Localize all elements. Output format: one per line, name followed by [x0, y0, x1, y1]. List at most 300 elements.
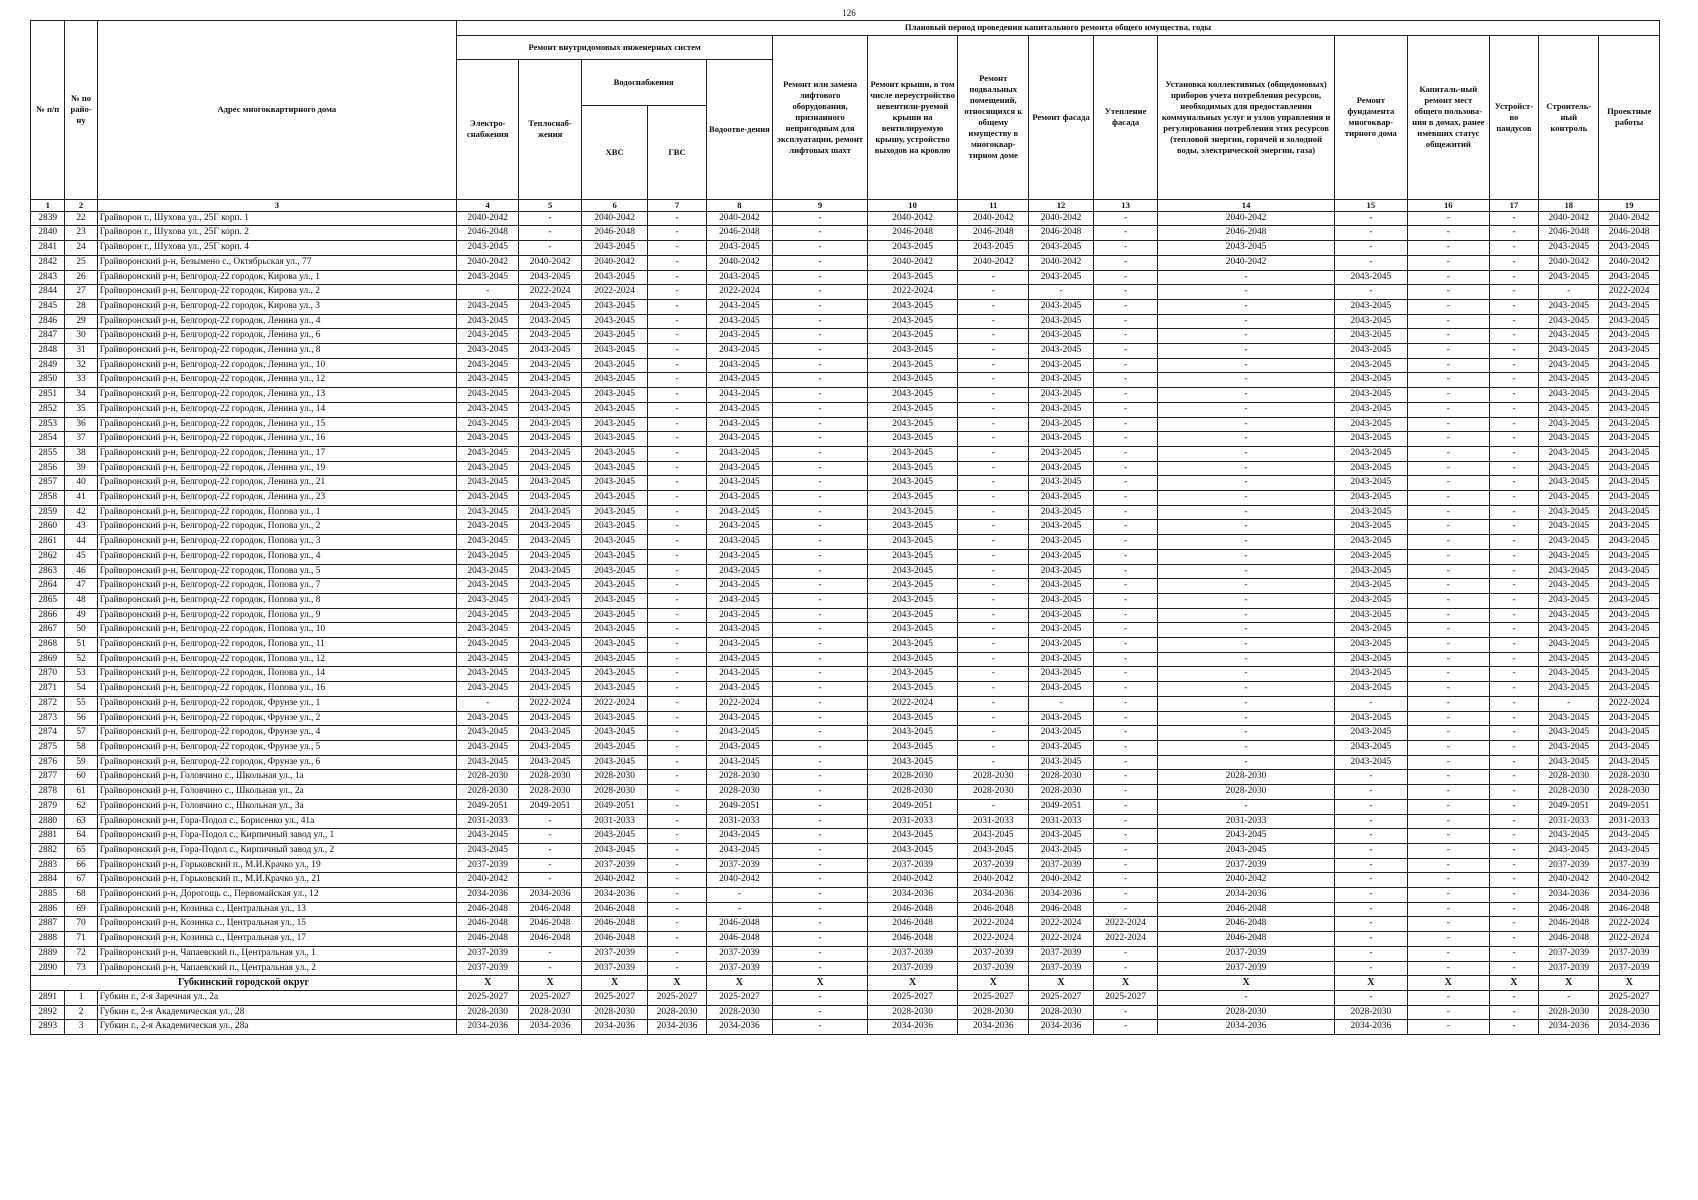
table-cell: - — [1489, 843, 1538, 858]
table-row — [31, 329, 1660, 344]
table-cell: 2031-2033 — [1158, 814, 1334, 829]
table-cell: 2043-2045 — [706, 682, 773, 697]
table-cell: 2043-2045 — [519, 446, 581, 461]
table-cell: - — [1093, 373, 1158, 388]
table-cell: - — [773, 285, 868, 300]
table-cell: 2043-2045 — [1539, 711, 1599, 726]
table-row — [31, 564, 1660, 579]
header-basement: Ремонт подвальных помещений, относящихся к общему имуществу в многоквар-тирном доме — [958, 35, 1029, 199]
table-cell: 2043-2045 — [867, 535, 957, 550]
table-cell: 2043-2045 — [457, 270, 519, 285]
table-cell: 2022-2024 — [867, 696, 957, 711]
table-cell: 2028-2030 — [1599, 770, 1660, 785]
table-cell: 2043-2045 — [706, 711, 773, 726]
table-cell: - — [773, 226, 868, 241]
table-cell: - — [1158, 329, 1334, 344]
table-cell: - — [1334, 858, 1407, 873]
table-cell: - — [1407, 241, 1489, 256]
table-cell: - — [1407, 741, 1489, 756]
table-cell: 2872 — [31, 696, 65, 711]
table-cell: 2040-2042 — [958, 873, 1029, 888]
table-cell: 2043-2045 — [457, 432, 519, 447]
table-cell: - — [1158, 799, 1334, 814]
table-cell: - — [773, 682, 868, 697]
table-cell: - — [648, 961, 706, 976]
table-cell: - — [773, 1020, 868, 1035]
table-cell: - — [1093, 491, 1158, 506]
table-cell: 2043-2045 — [457, 726, 519, 741]
table-row — [31, 373, 1660, 388]
table-cell: - — [1407, 917, 1489, 932]
table-cell: 2043-2045 — [457, 593, 519, 608]
address-cell: Грайворонский р-н, Белгород-22 городок, Попова ул., 16 — [97, 682, 456, 697]
table-cell: - — [648, 770, 706, 785]
section-title: Губкинский городской округ — [31, 976, 457, 991]
table-cell: 2043-2045 — [581, 593, 648, 608]
table-cell: 2882 — [31, 843, 65, 858]
table-cell: - — [1489, 946, 1538, 961]
table-cell: 2046-2048 — [1539, 932, 1599, 947]
table-cell: - — [1093, 652, 1158, 667]
column-number: 18 — [1539, 199, 1599, 211]
table-cell: 51 — [65, 638, 97, 653]
table-cell: - — [1407, 696, 1489, 711]
table-cell: 2043-2045 — [519, 741, 581, 756]
table-cell: 2043-2045 — [519, 299, 581, 314]
table-cell: - — [773, 461, 868, 476]
table-row — [31, 417, 1660, 432]
column-number: 12 — [1029, 199, 1094, 211]
table-cell: - — [773, 623, 868, 638]
table-cell: 2043-2045 — [457, 608, 519, 623]
table-cell: - — [1093, 829, 1158, 844]
table-row — [31, 314, 1660, 329]
table-cell: 2043-2045 — [519, 344, 581, 359]
table-cell: - — [773, 549, 868, 564]
table-row — [31, 461, 1660, 476]
table-cell: 2043-2045 — [519, 755, 581, 770]
table-cell: 2043-2045 — [1599, 608, 1660, 623]
table-cell: 2043-2045 — [1599, 491, 1660, 506]
column-number: 11 — [958, 199, 1029, 211]
table-cell: - — [773, 520, 868, 535]
table-cell: 2034-2036 — [1158, 888, 1334, 903]
table-cell: 2043-2045 — [706, 564, 773, 579]
table-cell: - — [648, 902, 706, 917]
table-cell: 2043-2045 — [706, 329, 773, 344]
table-cell: - — [1489, 491, 1538, 506]
table-cell: - — [773, 491, 868, 506]
page-number: 126 — [842, 8, 856, 18]
address-cell: Грайворонский р-н, Белгород-22 городок, Ленина ул., 10 — [97, 358, 456, 373]
table-cell: - — [648, 402, 706, 417]
table-cell: - — [1539, 285, 1599, 300]
table-cell: - — [1334, 902, 1407, 917]
table-cell: - — [958, 623, 1029, 638]
table-cell: 2043-2045 — [1029, 270, 1094, 285]
table-cell: 2043-2045 — [1539, 373, 1599, 388]
table-cell: 2043-2045 — [1029, 241, 1094, 256]
header-cold-water: ХВС — [581, 105, 648, 199]
table-cell: 2876 — [31, 755, 65, 770]
table-cell: 2043-2045 — [1599, 358, 1660, 373]
table-cell: 2028-2030 — [706, 1005, 773, 1020]
table-cell: - — [773, 564, 868, 579]
table-cell: 2043-2045 — [1029, 344, 1094, 359]
table-cell: - — [648, 329, 706, 344]
table-cell: - — [1158, 432, 1334, 447]
table-cell: 2037-2039 — [581, 946, 648, 961]
table-cell: - — [648, 785, 706, 800]
table-row — [31, 652, 1660, 667]
table-cell: 2046-2048 — [706, 226, 773, 241]
table-row — [31, 888, 1660, 903]
table-cell: 1 — [65, 990, 97, 1005]
table-cell: - — [457, 696, 519, 711]
table-cell: - — [1093, 579, 1158, 594]
table-row — [31, 638, 1660, 653]
table-cell: - — [773, 711, 868, 726]
table-cell: - — [1093, 535, 1158, 550]
header-roof: Ремонт крыши, в том числе переустройство невентили-руемой крыши на вентилируемую крышу, устройство выходов на кровлю — [867, 35, 957, 199]
table-cell: 2025-2027 — [648, 990, 706, 1005]
table-cell: 2043-2045 — [1334, 623, 1407, 638]
table-cell: - — [1489, 741, 1538, 756]
table-cell: - — [1093, 726, 1158, 741]
table-cell: 2043-2045 — [867, 520, 957, 535]
table-cell: 2028-2030 — [1158, 770, 1334, 785]
table-cell: 2043-2045 — [1539, 682, 1599, 697]
table-cell: 2893 — [31, 1020, 65, 1035]
table-cell: - — [1093, 388, 1158, 403]
table-cell: - — [1093, 638, 1158, 653]
table-cell: 2028-2030 — [519, 785, 581, 800]
table-cell: 2043-2045 — [1029, 476, 1094, 491]
table-cell: 2043-2045 — [1599, 843, 1660, 858]
table-cell: 2043-2045 — [1599, 623, 1660, 638]
table-cell: 2840 — [31, 226, 65, 241]
table-cell: 2028-2030 — [706, 770, 773, 785]
table-cell: 2043-2045 — [519, 564, 581, 579]
table-cell: 2043-2045 — [1029, 373, 1094, 388]
table-cell: 2852 — [31, 402, 65, 417]
table-cell: - — [958, 696, 1029, 711]
table-cell: - — [1334, 770, 1407, 785]
table-cell: - — [1093, 417, 1158, 432]
table-cell: - — [1093, 461, 1158, 476]
table-cell: - — [1334, 961, 1407, 976]
table-cell: - — [1489, 358, 1538, 373]
table-cell: - — [648, 373, 706, 388]
table-cell: 70 — [65, 917, 97, 932]
table-cell: - — [1093, 888, 1158, 903]
table-cell: - — [1489, 417, 1538, 432]
table-cell: 2040-2042 — [706, 873, 773, 888]
table-cell: 2046-2048 — [581, 917, 648, 932]
table-cell: 2049-2051 — [867, 799, 957, 814]
table-cell: 2877 — [31, 770, 65, 785]
table-cell: 2046-2048 — [1158, 917, 1334, 932]
table-cell: 56 — [65, 711, 97, 726]
table-cell: 2043-2045 — [1334, 564, 1407, 579]
table-cell: - — [1489, 917, 1538, 932]
table-row — [31, 932, 1660, 947]
table-cell: 2858 — [31, 491, 65, 506]
address-cell: Грайворонский р-н, Белгород-22 городок, Фрунзе ул., 1 — [97, 696, 456, 711]
table-cell: 2043-2045 — [519, 520, 581, 535]
table-cell: 2028-2030 — [1539, 785, 1599, 800]
table-cell: 2043-2045 — [1539, 638, 1599, 653]
table-cell: 2043-2045 — [958, 829, 1029, 844]
table-cell: 2034-2036 — [1599, 1020, 1660, 1035]
table-cell: 2037-2039 — [1158, 946, 1334, 961]
table-cell: - — [958, 638, 1029, 653]
table-cell: 2028-2030 — [867, 785, 957, 800]
table-cell: 2046-2048 — [706, 932, 773, 947]
table-cell: 2860 — [31, 520, 65, 535]
table-row — [31, 785, 1660, 800]
table-cell: 35 — [65, 402, 97, 417]
table-cell: 2028-2030 — [1599, 785, 1660, 800]
table-cell: 2022-2024 — [581, 285, 648, 300]
table-cell: - — [1093, 593, 1158, 608]
table-cell: 2043-2045 — [1334, 608, 1407, 623]
table-cell: 2043-2045 — [519, 461, 581, 476]
table-cell: 2025-2027 — [706, 990, 773, 1005]
table-cell: 2043-2045 — [457, 638, 519, 653]
table-cell: 2043-2045 — [706, 579, 773, 594]
table-row — [31, 358, 1660, 373]
table-row — [31, 505, 1660, 520]
table-cell: 2043-2045 — [1599, 344, 1660, 359]
table-cell: 2043-2045 — [1029, 608, 1094, 623]
table-cell: 2854 — [31, 432, 65, 447]
address-cell: Грайворонский р-н, Белгород-22 городок, Попова ул., 12 — [97, 652, 456, 667]
table-cell: - — [1334, 932, 1407, 947]
table-cell: 2043-2045 — [706, 741, 773, 756]
table-cell: - — [773, 932, 868, 947]
table-row — [31, 917, 1660, 932]
table-cell: 47 — [65, 579, 97, 594]
table-cell: 2028-2030 — [457, 1005, 519, 1020]
table-cell: 2043-2045 — [867, 329, 957, 344]
table-cell: - — [1093, 696, 1158, 711]
table-cell: 24 — [65, 241, 97, 256]
table-cell: 2040-2042 — [457, 255, 519, 270]
table-cell: 2040-2042 — [1029, 873, 1094, 888]
table-cell: 2043-2045 — [867, 491, 957, 506]
table-cell: 2043-2045 — [1539, 623, 1599, 638]
table-cell: - — [1093, 344, 1158, 359]
table-cell: 2046-2048 — [457, 917, 519, 932]
table-cell: - — [1334, 211, 1407, 226]
table-cell: 2043-2045 — [581, 270, 648, 285]
table-cell: 2043-2045 — [581, 623, 648, 638]
table-cell: 2862 — [31, 549, 65, 564]
address-cell: Грайворонский р-н, Белгород-22 городок, Кирова ул., 2 — [97, 285, 456, 300]
column-number: 5 — [519, 199, 581, 211]
header-insulation: Утепление фасада — [1093, 35, 1158, 199]
table-cell: 46 — [65, 564, 97, 579]
table-cell: - — [1407, 799, 1489, 814]
table-cell: 2870 — [31, 667, 65, 682]
table-cell: 2043-2045 — [457, 314, 519, 329]
column-number: 8 — [706, 199, 773, 211]
table-cell: 28 — [65, 299, 97, 314]
table-cell: 2043-2045 — [1599, 682, 1660, 697]
table-cell: - — [1489, 638, 1538, 653]
table-cell: - — [958, 402, 1029, 417]
table-cell: 2043-2045 — [1334, 726, 1407, 741]
table-cell: - — [773, 726, 868, 741]
table-cell: 2043-2045 — [519, 417, 581, 432]
table-cell: 2022-2024 — [1029, 932, 1094, 947]
table-cell: - — [1334, 799, 1407, 814]
table-cell: 2883 — [31, 858, 65, 873]
table-cell: - — [648, 549, 706, 564]
table-cell: 2043-2045 — [1029, 520, 1094, 535]
table-cell: - — [1407, 932, 1489, 947]
table-cell: 2043-2045 — [1334, 446, 1407, 461]
table-cell: 2043-2045 — [581, 608, 648, 623]
table-cell: 2043-2045 — [1029, 402, 1094, 417]
table-cell: 2043-2045 — [867, 417, 957, 432]
table-cell: 2037-2039 — [958, 858, 1029, 873]
table-cell: 66 — [65, 858, 97, 873]
table-cell: - — [1093, 623, 1158, 638]
table-cell: 2043-2045 — [1599, 726, 1660, 741]
column-number: 17 — [1489, 199, 1538, 211]
table-cell: - — [1539, 696, 1599, 711]
table-cell: - — [1489, 593, 1538, 608]
table-cell: 2043-2045 — [457, 344, 519, 359]
table-cell: 2043-2045 — [1029, 623, 1094, 638]
table-cell: 2043-2045 — [1599, 520, 1660, 535]
table-cell: 2040-2042 — [958, 255, 1029, 270]
table-cell: 2028-2030 — [1539, 1005, 1599, 1020]
table-cell: 2043-2045 — [457, 461, 519, 476]
table-cell: - — [648, 652, 706, 667]
table-cell: 2040-2042 — [1539, 211, 1599, 226]
table-cell: 2043-2045 — [867, 593, 957, 608]
table-cell: 2850 — [31, 373, 65, 388]
table-cell: 2043-2045 — [1599, 388, 1660, 403]
table-cell: - — [958, 667, 1029, 682]
table-cell: 2043-2045 — [581, 329, 648, 344]
table-cell: - — [1407, 726, 1489, 741]
table-cell: - — [958, 755, 1029, 770]
table-cell: 2043-2045 — [1539, 402, 1599, 417]
table-cell: 2043-2045 — [1029, 388, 1094, 403]
address-cell: Грайворонский р-н, Белгород-22 городок, Попова ул., 10 — [97, 623, 456, 638]
table-cell: 2886 — [31, 902, 65, 917]
table-cell: - — [1158, 990, 1334, 1005]
table-cell: 2034-2036 — [1599, 888, 1660, 903]
table-cell: 2043-2045 — [1599, 314, 1660, 329]
table-cell: 2040-2042 — [1158, 873, 1334, 888]
table-cell: - — [1334, 814, 1407, 829]
table-cell: 2049-2051 — [706, 799, 773, 814]
table-cell: - — [1093, 549, 1158, 564]
table-cell: 2031-2033 — [867, 814, 957, 829]
table-row — [31, 623, 1660, 638]
table-cell: - — [648, 829, 706, 844]
address-cell: Грайворонский р-н, Белгород-22 городок, Кирова ул., 1 — [97, 270, 456, 285]
table-cell: 25 — [65, 255, 97, 270]
table-cell: 2043-2045 — [457, 579, 519, 594]
table-cell: - — [773, 946, 868, 961]
table-cell: - — [1093, 358, 1158, 373]
table-cell: - — [648, 299, 706, 314]
table-cell: - — [773, 402, 868, 417]
table-cell: 2881 — [31, 829, 65, 844]
table-cell: 2043-2045 — [519, 432, 581, 447]
table-cell: - — [1334, 917, 1407, 932]
table-cell: 2043-2045 — [581, 491, 648, 506]
header-hot-water: ГВС — [648, 105, 706, 199]
table-cell: 2037-2039 — [867, 946, 957, 961]
table-cell: 2043-2045 — [1334, 417, 1407, 432]
table-cell: 2043-2045 — [519, 579, 581, 594]
table-cell: - — [1489, 329, 1538, 344]
table-cell: - — [1489, 461, 1538, 476]
table-cell: 2037-2039 — [706, 961, 773, 976]
table-cell: - — [1093, 505, 1158, 520]
table-cell: 2043-2045 — [457, 505, 519, 520]
table-cell: 2025-2027 — [581, 990, 648, 1005]
table-cell: 2022-2024 — [706, 285, 773, 300]
table-cell: 2043-2045 — [1599, 329, 1660, 344]
table-cell: 2043-2045 — [1334, 402, 1407, 417]
table-cell: - — [1489, 285, 1538, 300]
table-cell: 2043-2045 — [581, 564, 648, 579]
table-cell: - — [1407, 211, 1489, 226]
column-number: 3 — [97, 199, 456, 211]
table-cell: 2043-2045 — [581, 388, 648, 403]
table-cell: 2043-2045 — [867, 270, 957, 285]
table-row — [31, 255, 1660, 270]
table-cell: 2043-2045 — [867, 638, 957, 653]
table-cell: 2043-2045 — [706, 608, 773, 623]
table-cell: - — [1158, 726, 1334, 741]
table-cell: 2043-2045 — [581, 549, 648, 564]
table-cell: - — [773, 888, 868, 903]
table-cell: - — [958, 726, 1029, 741]
table-cell: - — [1093, 255, 1158, 270]
table-cell: 2037-2039 — [457, 946, 519, 961]
table-cell: - — [1158, 285, 1334, 300]
table-cell: - — [1093, 564, 1158, 579]
table-cell: 2043-2045 — [1029, 417, 1094, 432]
table-cell: 2043-2045 — [706, 314, 773, 329]
table-cell: 2043-2045 — [519, 491, 581, 506]
table-cell: 2028-2030 — [1029, 1005, 1094, 1020]
table-cell: 2889 — [31, 946, 65, 961]
table-cell: - — [1489, 446, 1538, 461]
table-cell: - — [1093, 873, 1158, 888]
address-cell: Грайворонский р-н, Гора-Подол с., Кирпичный завод ул., 2 — [97, 843, 456, 858]
table-cell: 2043-2045 — [1029, 491, 1094, 506]
table-cell: 2043-2045 — [457, 329, 519, 344]
table-cell: - — [958, 476, 1029, 491]
table-cell: 2043-2045 — [706, 755, 773, 770]
table-cell: - — [773, 535, 868, 550]
table-cell: 2043-2045 — [867, 344, 957, 359]
table-cell: 2857 — [31, 476, 65, 491]
address-cell: Грайворонский р-н, Козинка с., Центральная ул., 17 — [97, 932, 456, 947]
table-cell: 2022-2024 — [519, 285, 581, 300]
table-cell: - — [958, 388, 1029, 403]
